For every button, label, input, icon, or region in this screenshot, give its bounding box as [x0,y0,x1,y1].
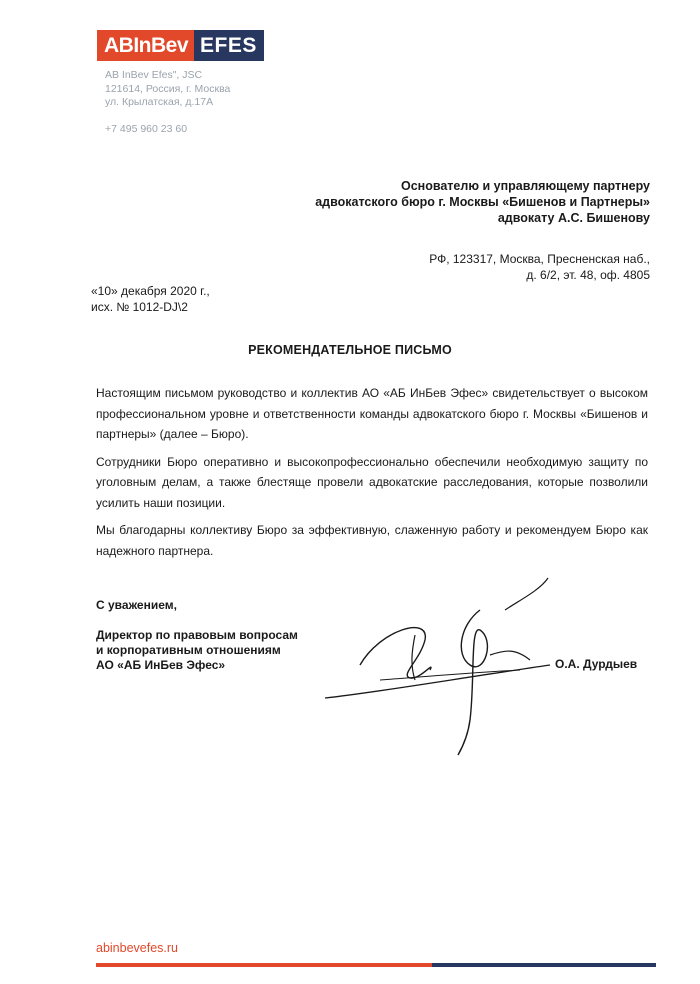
handwritten-signature [320,570,560,760]
logo-efes: EFES [194,30,264,61]
address-line: РФ, 123317, Москва, Пресненская наб., [429,252,650,266]
closing-phrase: С уважением, [96,598,177,612]
letter-date: «10» декабря 2020 г., [91,284,210,298]
body-paragraph: Мы благодарны коллективу Бюро за эффективную, слаженную работу и рекомендуем Бюро как надежного партнера. [96,523,648,558]
body-paragraph: Настоящим письмом руководство и коллектив АО «АБ ИнБев Эфес» свидетельствует о высоком профессиональном уровне и ответственности команды адвокатского бюро г. Москвы «Бишенов и партнеры» (далее – Бюро). [96,386,648,441]
company-logo [97,30,264,61]
letter-title: РЕКОМЕНДАТЕЛЬНОЕ ПИСЬМО [248,343,452,357]
recipient-block [315,178,650,226]
footer-bar-red [96,963,432,967]
footer-bar-navy [432,963,656,967]
letter-ref-number: исх. № 1012-DJ\2 [91,300,188,314]
sender-line: 121614, Россия, г. Москва [105,82,231,95]
footer-color-bar [96,963,656,967]
signer-line: и корпоративным отношениям [96,643,281,657]
sender-phone: +7 495 960 23 60 [105,123,188,135]
letter-meta [91,283,210,315]
recipient-line: адвокатского бюро г. Москвы «Бишенов и Партнеры» [315,195,650,209]
signer-name: О.А. Дурдыев [555,657,638,671]
recipient-line: Основателю и управляющему партнеру [400,179,650,193]
signer-line: Директор по правовым вопросам [96,628,298,642]
sender-address [105,69,230,110]
body-paragraph: Сотрудники Бюро оперативно и высокопрофессионально обеспечили необходимую защиту по уголовным делам, а также блестяще провели адвокатские расследования, которые позволили усилить наши позиции. [96,454,648,510]
signer-title [96,628,298,673]
letter-body [96,383,648,568]
signer-line: АО «АБ ИнБев Эфес» [96,658,226,672]
logo-abinbev: ABInBev [97,30,194,61]
recipient-address [429,251,650,283]
footer-website-link[interactable]: abinbevefes.ru [96,941,179,955]
sender-line: AB InBev Efes", JSC [105,69,203,81]
sender-line: ул. Крылатская, д.17А [105,96,214,108]
recipient-line: адвокату А.С. Бишенову [497,211,650,225]
address-line: д. 6/2, эт. 48, оф. 4805 [526,268,650,282]
